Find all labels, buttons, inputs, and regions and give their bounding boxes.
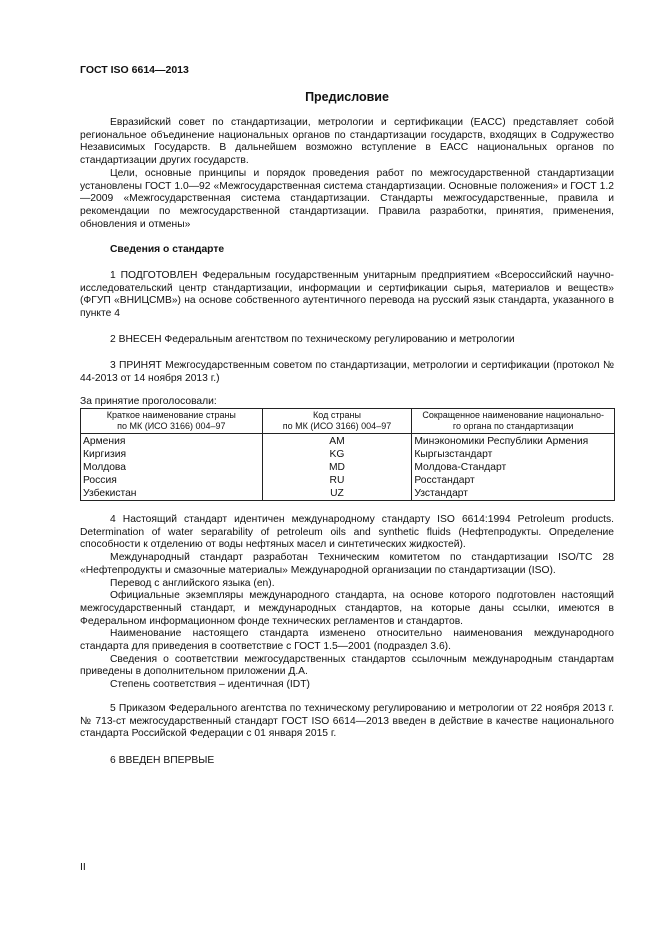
table-row: [81, 434, 615, 449]
item-4-paragraph: Степень соответствия – идентичная (IDT): [110, 679, 310, 691]
header-country-code: [262, 409, 412, 434]
header-national-body: [412, 409, 615, 434]
table-row: [81, 487, 615, 501]
header-text: Краткое наименование страны: [106, 410, 236, 420]
item-1-paragraph: 1 ПОДГОТОВЛЕН Федеральным государственным унитарным предприятием «Всероссийский научно-исследовательский центр стандартизации, информации и сертификации сырья, материалов и веществ» (ФГУП «ВНИЦСМВ») на основе собственного аутентичного перевода на русский язык стандарта, указанного в пункте 4: [80, 270, 614, 320]
intro-paragraph-2: Цели, основные принципы и порядок проведения работ по межгосударственной стандартизации установлены ГОСТ 1.0—92 «Межгосударственная система стандартизации. Основные положения» и ГОСТ 1.2—2009 «Межгосударственная система стандартизации. Стандарты межгосударственные, правила и рекомендации по межгосударственной стандартизации. Правила разработки, принятия, применения, обновления и отмены»: [80, 167, 614, 230]
item-4-paragraph: Международный стандарт разработан Техническим комитетом по стандартизации ISO/TC 28 «Нефтепродукты и смазочные материалы» Международной организации по стандартизации (ISO).: [80, 552, 614, 576]
country-cell: Узбекистан: [81, 487, 263, 501]
header-text: го органа по стандартизации: [452, 420, 574, 431]
body-cell: Молдова-Стандарт: [412, 461, 615, 474]
agreement-caption: За принятие проголосовали:: [80, 396, 217, 407]
item-2-paragraph: 2 ВНЕСЕН Федеральным агентством по техническому регулированию и метрологии: [110, 334, 515, 345]
body-cell: Росстандарт: [412, 474, 615, 487]
table-row: [81, 461, 615, 474]
code-cell: MD: [262, 461, 412, 474]
body-cell: Кыргызстандарт: [412, 448, 615, 461]
item-6-paragraph: 6 ВВЕДЕН ВПЕРВЫЕ: [110, 755, 215, 766]
body-cell: Узстандарт: [412, 487, 615, 501]
intro-paragraph-1: Евразийский совет по стандартизации, метрологии и сертификации (ЕАСС) представляет собой региональное объединение национальных органов по стандартизации государств, входящих в Содружество Независимых Государств. В дальнейшем возможно вступление в ЕАСС национальных органов по стандартизации других государств.: [80, 117, 614, 167]
item-4-paragraph: Сведения о соответствии межгосударственных стандартов ссылочным международным стандартам приведены в дополнительном приложении Д.А.: [80, 653, 614, 678]
country-cell: Армения: [81, 434, 263, 449]
item-4-paragraph: Официальные экземпляры международного стандарта, на основе которого подготовлен настоящий межгосударственный стандарт, и международных стандартов, на которые даны ссылки, имеются в Федеральном информационном фонде технических регламентов и стандартов.: [80, 590, 614, 627]
country-cell: Молдова: [81, 461, 263, 474]
table-row: [81, 448, 615, 461]
header-text: по МК (ИСО 3166) 004–97: [117, 420, 226, 431]
header-country-name: [81, 409, 263, 434]
section-heading: Сведения о стандарте: [110, 244, 225, 255]
agreement-table: [80, 408, 615, 501]
country-cell: Киргизия: [81, 448, 263, 461]
item-3-paragraph: 3 ПРИНЯТ Межгосударственным советом по стандартизации, метрологии и сертификации (протокол № 44-2013 от 14 ноября 2013 г.): [80, 360, 614, 384]
code-cell: AM: [262, 434, 412, 449]
intro-section: [80, 117, 614, 231]
code-cell: RU: [262, 474, 412, 487]
body-cell: Минэкономики Республики Армения: [412, 434, 615, 449]
table-header-row: [81, 409, 615, 434]
header-text: по МК (ИСО 3166) 004–97: [282, 420, 392, 431]
page-title: Предисловие: [305, 90, 389, 104]
item-5-paragraph: 5 Приказом Федерального агентства по техническому регулированию и метрологии от 22 ноября 2013 г. № 713-ст межгосударственный стандарт ГОСТ ISO 6614—2013 введен в действие в качестве национального стандарта Российской Федерации с 01 января 2015 г.: [80, 703, 614, 740]
page-number: II: [80, 861, 86, 873]
code-cell: KG: [262, 448, 412, 461]
item-4-section: [80, 514, 614, 692]
item-4-paragraph: Перевод с английского языка (en).: [110, 577, 275, 589]
item-4-paragraph: 4 Настоящий стандарт идентичен международному стандарту ISO 6614:1994 Petroleum products. Determination of water separability of petroleum oils and synthetic fluids (Нефтепродукты. Определение способности к отделению от воды нефтяных масел и синтетических жидкостей).: [80, 514, 614, 551]
header-text: Код страны: [313, 410, 361, 420]
table-row: [81, 474, 615, 487]
header-text: Сокращенное наименование национально-: [422, 410, 604, 420]
document-code-header: ГОСТ ISO 6614—2013: [80, 64, 189, 76]
country-cell: Россия: [81, 474, 263, 487]
code-cell: UZ: [262, 487, 412, 501]
item-4-paragraph: Наименование настоящего стандарта изменено относительно наименования международного стандарта для приведения в соответствие с ГОСТ 1.5—2001 (подраздел 3.6).: [80, 628, 614, 653]
